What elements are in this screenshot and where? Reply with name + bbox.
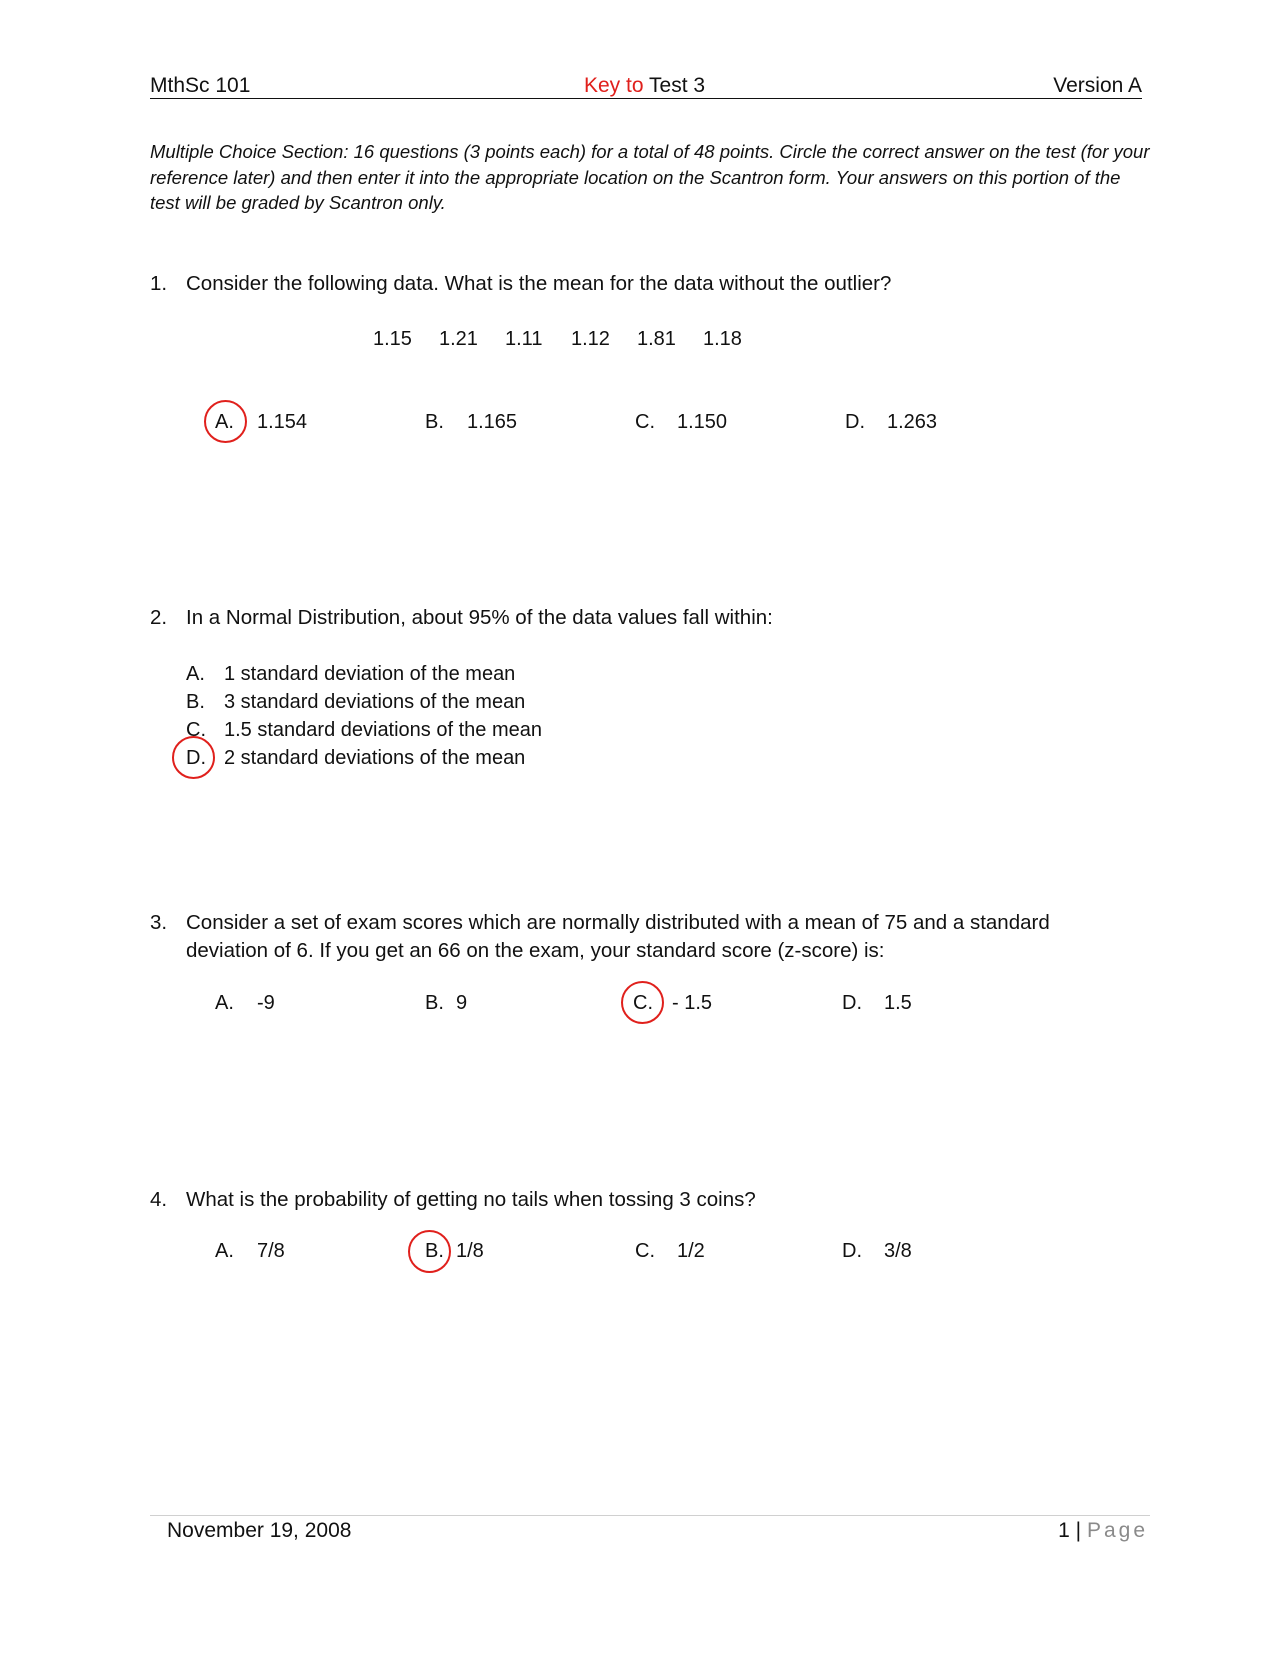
question-number: 1. — [150, 272, 168, 295]
option-text: 7/8 — [257, 1240, 285, 1262]
option-text: 1.154 — [257, 411, 308, 433]
option-text: 1/8 — [456, 1240, 484, 1262]
data-value: 1.12 — [571, 328, 610, 350]
question-number: 4. — [150, 1188, 168, 1211]
option-text: 1/2 — [677, 1240, 705, 1262]
key-label: Key to — [584, 74, 644, 97]
option-text: 1.150 — [677, 411, 728, 433]
option-text: 3 standard deviations of the mean — [224, 691, 526, 713]
question-number: 3. — [150, 911, 168, 934]
footer-rule — [150, 1515, 1150, 1516]
option-text: 1.165 — [467, 411, 518, 433]
option-letter: D. — [186, 747, 206, 769]
option-text: 1 standard deviation of the mean — [224, 663, 516, 685]
data-value: 1.21 — [439, 328, 478, 350]
option-letter: C. — [635, 411, 655, 433]
option-text: 3/8 — [884, 1240, 912, 1262]
option-letter: D. — [842, 1240, 862, 1262]
question-text: Consider the following data. What is the mean for the data without the outlier? — [186, 272, 892, 295]
instructions: Multiple Choice Section: 16 questions (3 points each) for a total of 48 points. Circle the correct answer on the test (for your reference later) and then enter it into the appropriate location on the Scantron form. Your answers on this portion of the test will be graded by Scantron only. — [150, 141, 1150, 213]
option-letter: A. — [215, 992, 234, 1014]
data-value: 1.81 — [637, 328, 676, 350]
course-name: MthSc 101 — [150, 74, 251, 97]
page-number: 1 — [1058, 1519, 1070, 1542]
test-number: Test 3 — [649, 74, 706, 97]
option-letter: A. — [215, 1240, 234, 1262]
option-letter: A. — [186, 663, 205, 685]
version-label: Version A — [1053, 74, 1142, 97]
option-letter: C. — [633, 992, 653, 1014]
data-value: 1.11 — [505, 328, 543, 350]
option-text: 2 standard deviations of the mean — [224, 747, 526, 769]
footer-date: November 19, 2008 — [167, 1519, 352, 1542]
option-letter: C. — [635, 1240, 655, 1262]
question-text: What is the probability of getting no tails when tossing 3 coins? — [186, 1188, 756, 1211]
option-text: 1.5 standard deviations of the mean — [224, 719, 542, 741]
option-letter: D. — [845, 411, 865, 433]
option-letter: B. — [425, 1240, 444, 1262]
question-number: 2. — [150, 606, 168, 629]
option-letter: D. — [842, 992, 862, 1014]
question-text-line-1: Consider a set of exam scores which are normally distributed with a mean of 75 and a standard — [186, 911, 1050, 934]
option-text: 1.263 — [887, 411, 938, 433]
page-indicator — [1058, 1519, 1148, 1543]
option-text: 1.5 — [884, 992, 912, 1014]
question-text-line-2: deviation of 6. If you get an 66 on the exam, your standard score (z-score) is: — [186, 939, 885, 962]
page-separator: | — [1075, 1519, 1082, 1542]
option-text: - 1.5 — [672, 992, 713, 1014]
test-title — [584, 74, 705, 98]
option-letter: C. — [186, 719, 206, 741]
data-value: 1.18 — [703, 328, 742, 350]
option-letter: B. — [425, 411, 444, 433]
page-label: Page — [1086, 1519, 1148, 1542]
question-text: In a Normal Distribution, about 95% of the data values fall within: — [186, 606, 773, 629]
option-text: -9 — [257, 992, 275, 1014]
header-rule — [150, 98, 1142, 99]
data-value: 1.15 — [373, 328, 412, 350]
option-letter: B. — [186, 691, 205, 713]
option-letter: B. — [425, 992, 444, 1014]
option-text: 9 — [456, 992, 468, 1014]
option-letter: A. — [215, 411, 234, 433]
